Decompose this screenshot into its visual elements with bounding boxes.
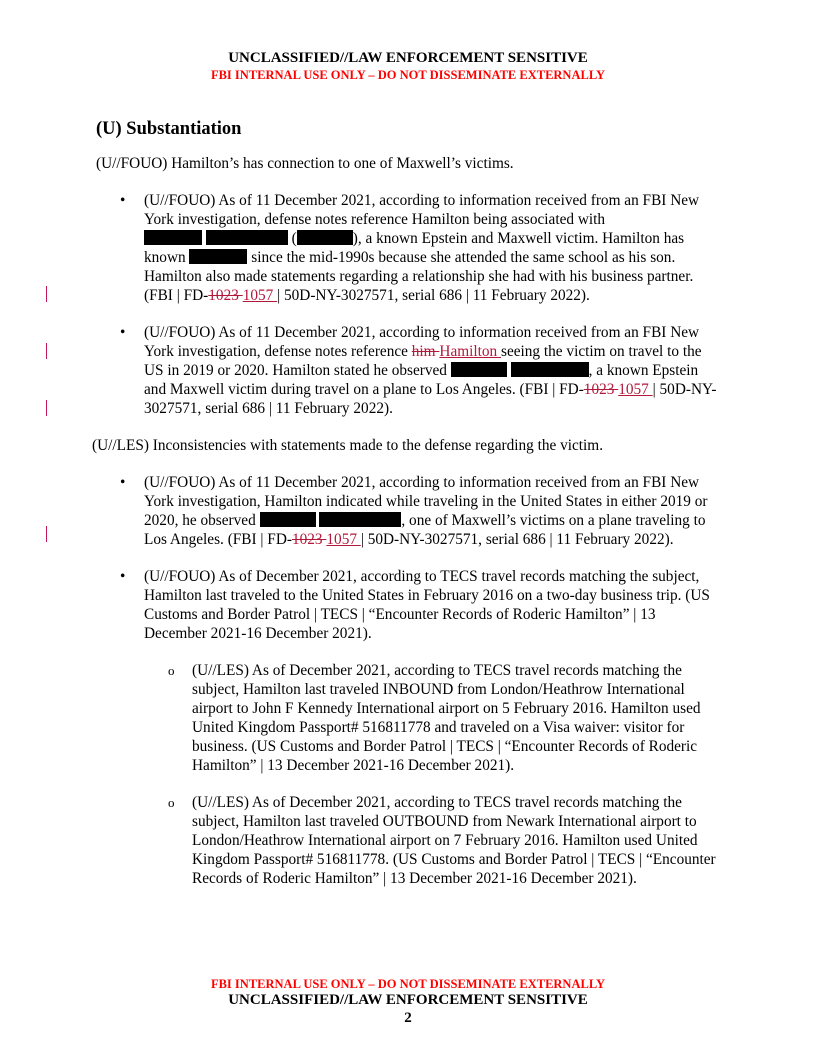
inserted-text: 1057 (618, 381, 653, 398)
header-dissemination: FBI INTERNAL USE ONLY – DO NOT DISSEMINATE EXTERNALLY (210, 68, 606, 82)
inserted-text: 1057 (326, 531, 361, 548)
redaction-box (297, 230, 353, 245)
list-item: • (U//FOUO) As of December 2021, according to TECS travel records matching the subject, Hamilton last traveled to the United States in February 2016 on a two-day business trip. (US Customs and Border Patrol | TECS | “Encounter Records of Roderic Hamilton” | 13 December 2021-16 December 2021). o (U//LES) As of December 2021, according to TECS travel records matching the subject, Hamilton last traveled INBOUND from London/Heathrow International airport to John F Kennedy International airport on 5 February 2016. Hamilton used United Kingdom Passport# 516811778 and traveled on a Visa waiver: visitor for business. (US Customs and Border Patrol | TECS | “Encounter Records of Roderic Hamilton” | 13 December 2021-16 December 2021). o (U//LES) As of December 2021, according to TECS travel records matching the subject, Hamilton last traveled OUTBOUND from Newark International airport to London/Heathrow International airport on 7 February 2016. Hamilton used United Kingdom Passport# 516811778. (US Customs and Border Patrol | TECS | “Encounter Records of Roderic Hamilton” | 13 December 2021-16 December 2021). (96, 567, 722, 888)
change-bar (46, 286, 47, 302)
change-bar (46, 343, 47, 359)
redaction-box (511, 362, 589, 377)
sub-list-item: o (U//LES) As of December 2021, according to TECS travel records matching the subject, Hamilton last traveled INBOUND from London/Heathrow International airport to John F Kennedy International airport on 5 February 2016. Hamilton used United Kingdom Passport# 516811778 and traveled on a Visa waiver: visitor for business. (US Customs and Border Patrol | TECS | “Encounter Records of Roderic Hamilton” | 13 December 2021-16 December 2021). (144, 661, 722, 775)
deleted-text: him (411, 343, 440, 360)
bullet-list (96, 473, 722, 888)
list-item: • (U//FOUO) As of 11 December 2021, according to information received from an FBI New York investigation, defense notes reference him Hamilton seeing the victim on travel to the US in 2019 or 2020. Hamilton stated he observed , a known Epstein and Maxwell victim during travel on a plane to Los Angeles. (FBI | FD-1023 1057 | 50D-NY-3027571, serial 686 | 11 February 2022). (96, 323, 722, 418)
redaction-box (189, 249, 247, 264)
redaction-box (144, 230, 202, 245)
bullet-list (96, 191, 722, 418)
list-item: • (U//FOUO) As of 11 December 2021, according to information received from an FBI New York investigation, Hamilton indicated while traveling in the United States in either 2019 or 2020, he observed , one of Maxwell’s victims on a plane traveling to Los Angeles. (FBI | FD-1023 1057 | 50D-NY-3027571, serial 686 | 11 February 2022). (96, 473, 722, 549)
intro-paragraph: (U//FOUO) Hamilton’s has connection to one of Maxwell’s victims. (96, 155, 514, 172)
page-header (0, 50, 816, 83)
document-body (92, 118, 722, 906)
footer-classification: UNCLASSIFIED//LAW ENFORCEMENT SENSITIVE (228, 992, 588, 1008)
inserted-text: Hamilton (439, 343, 501, 360)
page-number: 2 (404, 1010, 412, 1026)
page-footer (0, 976, 816, 1027)
deleted-text: 1023 (208, 287, 243, 304)
deleted-text: 1023 (291, 531, 327, 548)
redaction-box (319, 512, 401, 527)
section-title: (U) Substantiation (96, 119, 242, 139)
inserted-text: 1057 (242, 287, 278, 304)
header-classification: UNCLASSIFIED//LAW ENFORCEMENT SENSITIVE (228, 50, 588, 66)
sub-list-item: o (U//LES) As of December 2021, according to TECS travel records matching the subject, Hamilton last traveled OUTBOUND from Newark International airport to London/Heathrow International airport on 7 February 2016. Hamilton used United Kingdom Passport# 516811778. (US Customs and Border Patrol | TECS | “Encounter Records of Roderic Hamilton” | 13 December 2021-16 December 2021). (144, 793, 722, 888)
sub-bullet-list (144, 661, 722, 888)
list-item: • (U//FOUO) As of 11 December 2021, according to information received from an FBI New York investigation, defense notes reference Hamilton being associated with ( ), a known Epstein and Maxwell victim. Hamilton has known since the mid-1990s because she attended the same school as his son. Hamilton also made statements regarding a relationship she had with his business partner. (FBI | FD-1023 1057 | 50D-NY-3027571, serial 686 | 11 February 2022). (96, 191, 722, 305)
redaction-box (206, 230, 288, 245)
redaction-box (451, 362, 507, 377)
redaction-box (260, 512, 316, 527)
change-bar (46, 526, 47, 542)
deleted-text: 1023 (583, 381, 619, 398)
footer-dissemination: FBI INTERNAL USE ONLY – DO NOT DISSEMINATE EXTERNALLY (210, 977, 606, 991)
change-bar (46, 400, 47, 416)
intro-paragraph: (U//LES) Inconsistencies with statements made to the defense regarding the victim. (92, 437, 604, 454)
